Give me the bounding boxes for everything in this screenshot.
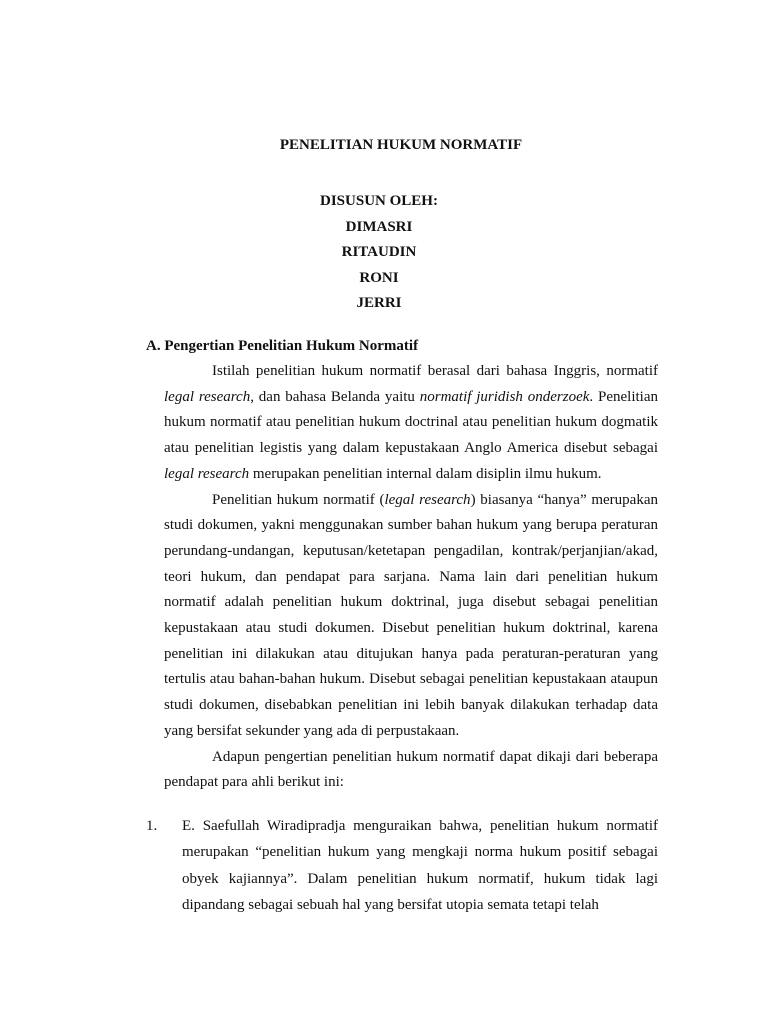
paragraph-1: [164, 359, 658, 488]
numbered-list: [146, 813, 658, 918]
authors-label: DISUSUN OLEH:: [320, 193, 438, 209]
italic-term: normatif juridish onderzoek: [419, 388, 590, 405]
paragraph-3: Adapun pengertian penelitian hukum normatif dapat dikaji dari beberapa pendapat para ahli berikut ini:: [164, 748, 658, 791]
paragraph-text: Penelitian hukum normatif (: [212, 491, 385, 508]
author-name: RONI: [359, 269, 399, 286]
author-block: [0, 189, 758, 317]
paragraph-text: Istilah penelitian hukum normatif berasal dari bahasa Inggris, normatif: [212, 363, 658, 379]
section-heading: A. Pengertian Penelitian Hukum Normatif: [146, 338, 419, 354]
italic-term: legal research: [164, 388, 251, 405]
italic-term: legal research: [164, 465, 250, 482]
paragraph-2: [164, 488, 658, 745]
author-name: DIMASRI: [345, 218, 413, 235]
author-name: JERRI: [356, 295, 402, 312]
paragraph-text: ) biasanya “hanya” merupakan studi dokumen, yakni menggunakan sumber bahan hukum yang berupa peraturan perundang-undangan, keputusan/ketetapan pengadilan, kontrak/perjanjian/akad, teori hukum, dan pendapat para sarjana. Nama lain dari penelitian hukum normatif adalah penelitian hukum doktrinal, juga disebut sebagai penelitian kepustakaan atau studi dokumen. Disebut penelitian hukum doktrinal, karena penelitian ini dilakukan atau ditujukan hanya pada peraturan-peraturan yang tertulis atau bahan-bahan hukum. Disebut sebagai penelitian kepustakaan ataupun studi dokumen, disebabkan penelitian ini lebih banyak dilakukan terhadap data yang bersifat sekunder yang ada di perpustakaan.: [164, 491, 658, 739]
list-item: [146, 813, 658, 918]
document-title: PENELITIAN HUKUM NORMATIF: [279, 137, 523, 153]
italic-term: legal research: [384, 491, 471, 508]
paragraph-text: merupakan penelitian internal dalam disiplin ilmu hukum.: [249, 465, 602, 482]
paragraph-text: , dan bahasa Belanda yaitu: [250, 388, 420, 405]
author-name: RITAUDIN: [341, 244, 417, 261]
body-text: [164, 359, 658, 796]
list-number: 1.: [146, 818, 158, 834]
list-item-text: E. Saefullah Wiradipradja menguraikan bahwa, penelitian hukum normatif merupakan “penelitian hukum yang mengkaji norma hukum positif sebagai obyek kajiannya”. Dalam penelitian hukum normatif, hukum tidak lagi dipandang sebagai sebuah hal yang bersifat utopia semata tetapi telah: [182, 818, 658, 913]
paragraph-text: . Penelitian hukum normatif atau penelitian hukum doctrinal atau penelitian hukum dogmatik atau penelitian legistis yang dalam kepustakaan Anglo America disebut sebagai: [164, 388, 658, 457]
